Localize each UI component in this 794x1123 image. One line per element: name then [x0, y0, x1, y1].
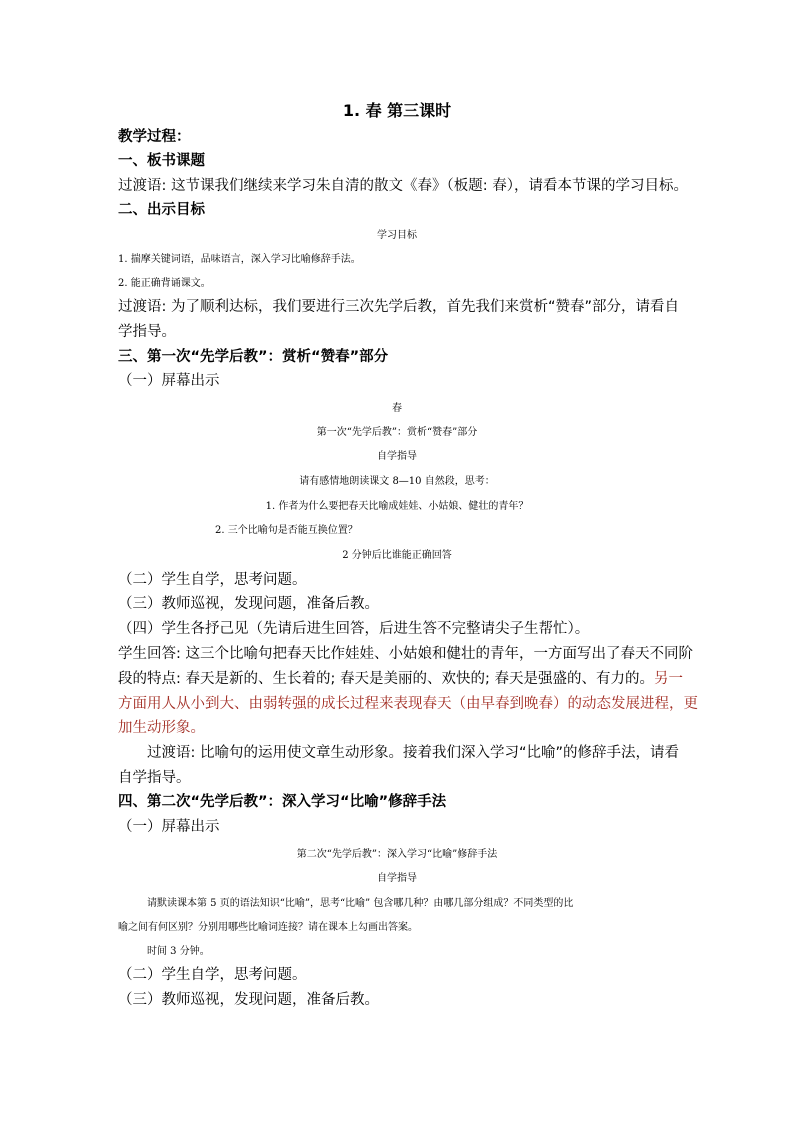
box-2-line-1: 请默读课本第 5 页的语法知识“比喻”，思考“比喻” 包含哪几种？由哪几部分组成？不同类型的比 [147, 898, 574, 909]
section-3-heading: 三、第一次“先学后教”：赏析“赞春”部分 [118, 349, 389, 365]
answer-line-4: 加生动形象。 [118, 720, 205, 736]
answer-line-2 [118, 669, 683, 689]
section-2-transition-line-1: 过渡语: 为了顺利达标，我们要进行三次先学后教，首先我们来赏析“赞春”部分，请看自 [118, 299, 680, 315]
box-1-guide: 自学指导 [377, 451, 417, 462]
answer-line-3: 方面用人从小到大、由弱转强的成长过程来表现春天（由早春到晚春）的动态发展进程，更 [118, 696, 698, 712]
section-3-transition-line-1: 过渡语: 比喻句的运用使文章生动形象。接着我们深入学习“比喻”的修辞手法，请看 [147, 745, 680, 761]
section-3-step-4: （四）学生各抒己见（先请后进生回答，后进生答不完整请尖子生帮忙）。 [118, 621, 590, 637]
box-2-time: 时间 3 分钟。 [147, 946, 210, 957]
goals-title: 学习目标 [377, 230, 417, 241]
section-4-screen-label: （一）屏幕出示 [118, 819, 220, 835]
box-1-question-2: 2. 三个比喻句是否能互换位置？ [215, 525, 358, 536]
goal-1: 1. 揣摩关键词语，品味语言，深入学习比喻修辞手法。 [118, 254, 361, 265]
section-2-transition-line-2: 学指导。 [118, 324, 176, 340]
answer-line-2-red-text: 另一 [653, 671, 683, 687]
box-2-guide: 自学指导 [377, 873, 417, 884]
box-2-subtitle: 第二次“先学后教”：深入学习“比喻”修辞手法 [296, 849, 498, 860]
box-1-subtitle: 第一次“先学后教”：赏析“赞春”部分 [316, 427, 478, 438]
document-title: 1. 春 第三课时 [342, 101, 452, 120]
section-2-heading: 二、出示目标 [118, 202, 205, 218]
section-3-step-2: （二）学生自学，思考问题。 [118, 572, 307, 588]
section-4-step-3: （三）教师巡视，发现问题，准备后教。 [118, 992, 379, 1008]
answer-line-1: 学生回答: 这三个比喻句把春天比作娃娃、小姑娘和健壮的青年，一方面写出了春天不同阶 [118, 646, 693, 662]
box-1-instruction: 请有感情地朗读课文 8—10 自然段，思考： [299, 476, 495, 487]
section-3-step-3: （三）教师巡视，发现问题，准备后教。 [118, 596, 379, 612]
answer-line-2-text: 段的特点: 春天是新的、生长着的; 春天是美丽的、欢快的; 春天是强盛的、有力的。 [118, 671, 654, 687]
section-3-screen-label: （一）屏幕出示 [118, 373, 220, 389]
section-1-heading: 一、板书课题 [118, 153, 205, 169]
process-label: 教学过程： [118, 129, 191, 145]
box-1-title: 春 [392, 403, 402, 414]
goal-2: 2. 能正确背诵课文。 [118, 278, 211, 289]
box-1-question-1: 1. 作者为什么要把春天比喻成娃娃、小姑娘、健壮的青年？ [265, 501, 529, 512]
section-1-transition: 过渡语: 这节课我们继续来学习朱自清的散文《春》（板题: 春），请看本节课的学习目标。 [118, 178, 688, 194]
box-1-time: 2 分钟后比谁能正确回答 [342, 550, 452, 561]
section-4-step-2: （二）学生自学，思考问题。 [118, 967, 307, 983]
section-3-transition-line-2: 自学指导。 [118, 770, 191, 786]
section-4-heading: 四、第二次“先学后教”：深入学习“比喻”修辞手法 [118, 794, 447, 810]
box-2-line-2: 喻之间有何区别？分别用哪些比喻词连接？请在课本上勾画出答案。 [118, 922, 418, 933]
